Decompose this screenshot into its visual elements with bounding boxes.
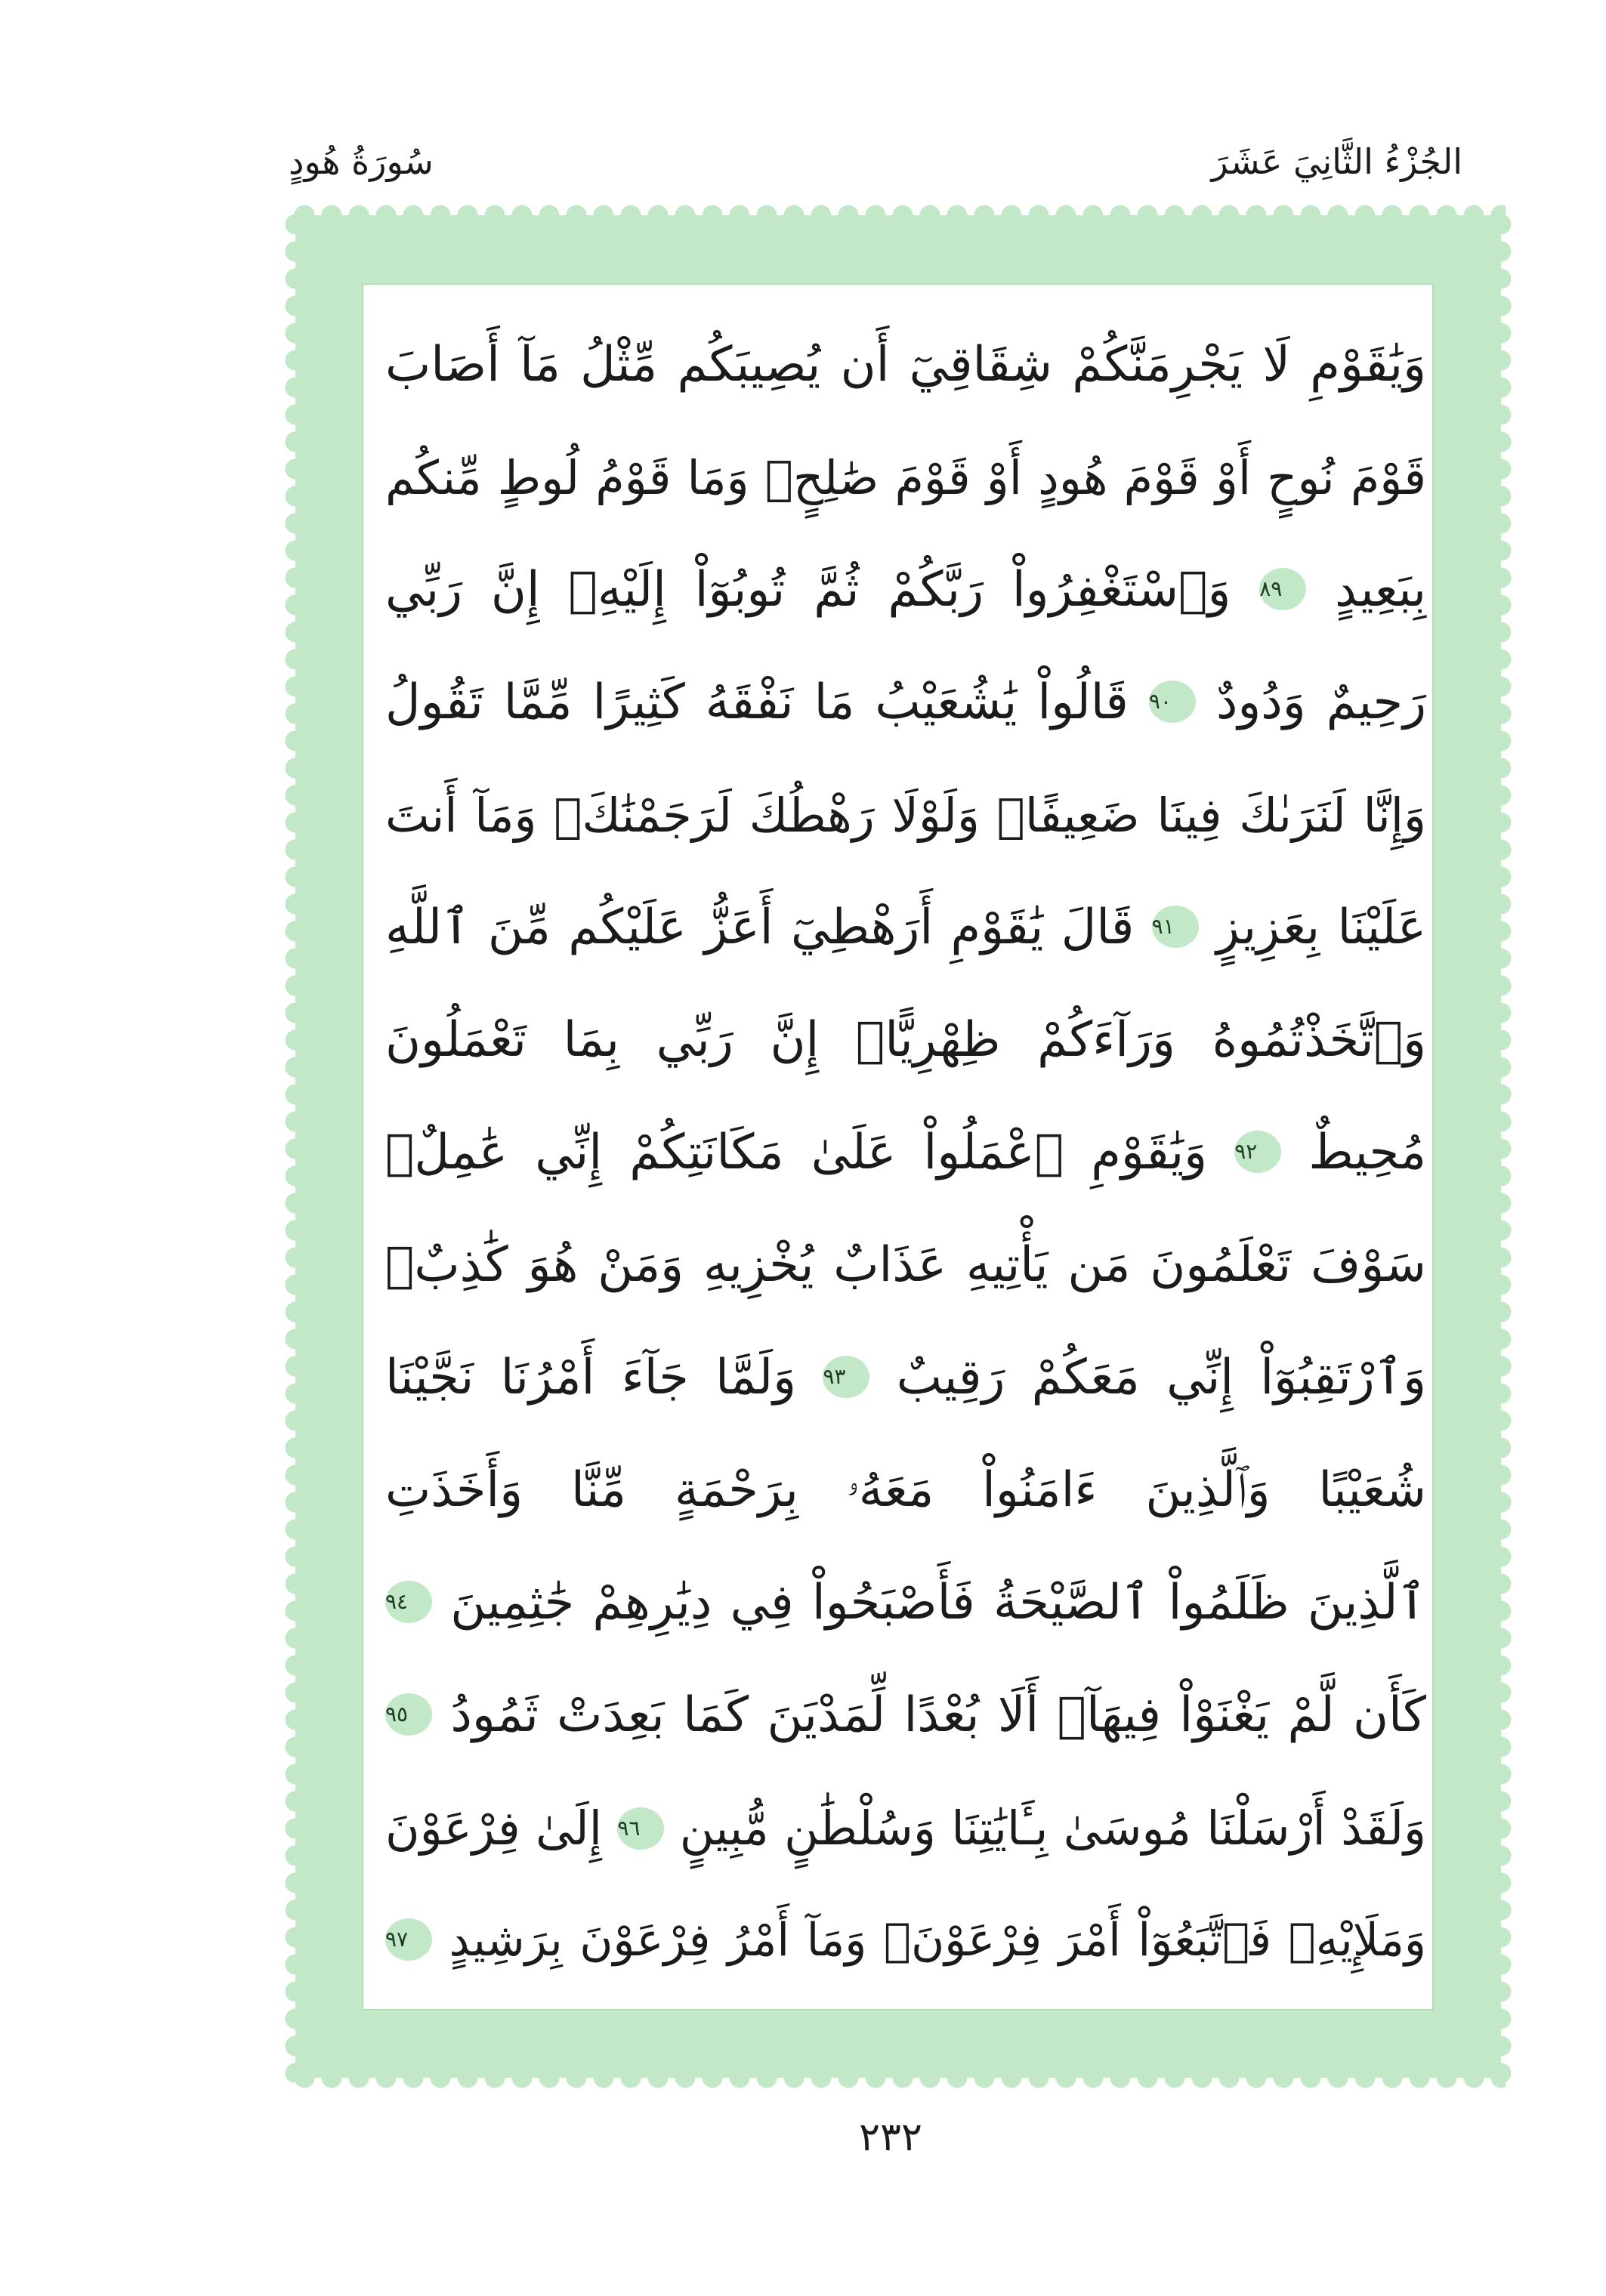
verse-text: وَلَمَّا جَآءَ أَمْرُنَا نَجَّيْنَا [385,1350,796,1406]
verse-text: رَحِيمٌ وَدُودٌ [1215,674,1427,730]
quran-line-13 [385,1659,1426,1772]
quran-line-4 [385,647,1426,759]
verse-text: وَإِنَّا لَنَرَىٰكَ فِينَا ضَعِيفًاۖ وَلَوْلَا رَهْطُكَ لَرَجَمْنَٰكَۖ وَمَآ أَنتَ [385,788,1426,843]
quran-line-6 [385,872,1426,984]
quran-line-5 [385,759,1426,872]
ayah-number: ٨٩ [1259,576,1283,602]
verse-text: شُعَيْبًا وَٱلَّذِينَ ءَامَنُواْ مَعَهُۥ بِرَحْمَةٍ مِّنَّا وَأَخَذَتِ [385,1462,1426,1518]
verse-text: إِلَىٰ فِرْعَوْنَ [385,1801,602,1856]
quran-line-12 [385,1547,1426,1659]
ayah-end-marker [385,1581,432,1623]
quran-text-block [385,309,1426,1997]
verse-text: وَٱتَّخَذْتُمُوهُ وَرَآءَكُمْ ظِهْرِيًّاۖ إِنَّ رَبِّي بِمَا تَعْمَلُونَ [385,1012,1426,1068]
verse-text: وَيَٰقَوْمِ لَا يَجْرِمَنَّكُمْ شِقَاقِيٓ أَن يُصِيبَكُم مِّثْلُ مَآ أَصَابَ [385,337,1426,393]
verse-text: وَمَلَإِيْهِۦ فَٱتَّبَعُوٓاْ أَمْرَ فِرْعَوْنَۖ وَمَآ أَمْرُ فِرْعَوْنَ بِرَشِيدٍ [449,1914,1426,1967]
ayah-number: ٩٠ [1148,689,1172,714]
ayah-number: ٩٤ [385,1589,409,1615]
ayah-end-marker [823,1356,869,1398]
quran-line-8 [385,1097,1426,1209]
quran-line-1 [385,309,1426,421]
verse-text: قَالَ يَٰقَوْمِ أَرَهْطِيٓ أَعَزُّ عَلَيْكُم مِّنَ ٱللَّهِ [385,900,1135,955]
ayah-number: ٩٦ [617,1815,641,1841]
ayah-number: ٩١ [1151,914,1175,940]
quran-line-10 [385,1322,1426,1434]
verse-text: وَٱرْتَقِبُوٓاْ إِنِّي مَعَكُمْ رَقِيبٌ [896,1350,1427,1406]
ayah-number: ٩٢ [1234,1139,1258,1165]
surah-title: سُورَةُ هُودٍ [289,141,434,182]
verse-text: وَيَٰقَوْمِ ٱعْمَلُواْ عَلَىٰ مَكَانَتِكُمْ إِنِّي عَٰمِلٌۖ [385,1125,1208,1180]
ayah-end-marker [1259,568,1306,610]
quran-line-14 [385,1772,1426,1884]
juz-title: الجُزْءُ الثَّانِيَ عَشَرَ [1211,141,1462,182]
quran-line-7 [385,984,1426,1097]
ayah-number: ٩٧ [385,1927,409,1952]
verse-text: كَأَن لَّمْ يَغْنَوْاْ فِيهَآۗ أَلَا بُعْدًا لِّمَدْيَنَ كَمَا بَعِدَتْ ثَمُودُ [450,1687,1427,1743]
ayah-end-marker [385,1693,432,1736]
verse-text: قَوْمَ نُوحٍ أَوْ قَوْمَ هُودٍ أَوْ قَوْمَ صَٰلِحٍۚ وَمَا قَوْمُ لُوطٍ مِّنكُم [385,450,1426,505]
page-number: ٢٣٢ [859,2115,922,2160]
quran-line-3 [385,534,1426,647]
quran-line-11 [385,1434,1426,1547]
ayah-number: ٩٥ [385,1702,409,1727]
quran-line-15 [385,1884,1426,1997]
ayah-end-marker [1152,906,1199,948]
verse-text: وَٱسْتَغْفِرُواْ رَبَّكُمْ ثُمَّ تُوبُوٓاْ إِلَيْهِۚ إِنَّ رَبِّي [385,562,1231,618]
ayah-end-marker [385,1918,432,1961]
quran-line-9 [385,1209,1426,1322]
verse-text: سَوْفَ تَعْلَمُونَ مَن يَأْتِيهِ عَذَابٌ يُخْزِيهِ وَمَنْ هُوَ كَٰذِبٌۖ [385,1237,1426,1293]
verse-text: ٱلَّذِينَ ظَلَمُواْ ٱلصَّيْحَةُ فَأَصْبَحُواْ فِي دِيَٰرِهِمْ جَٰثِمِينَ [450,1575,1426,1631]
ayah-number: ٩٣ [823,1364,846,1390]
verse-text: بِبَعِيدٍ [1335,562,1427,618]
verse-text: عَلَيْنَا بِعَزِيزٍ [1216,900,1427,955]
verse-text: وَلَقَدْ أَرْسَلْنَا مُوسَىٰ بِـَٔايَٰتِنَا وَسُلْطَٰنٍ مُّبِينٍ [679,1801,1427,1856]
quran-line-2 [385,421,1426,534]
ayah-end-marker [1234,1131,1281,1173]
verse-text: قَالُواْ يَٰشُعَيْبُ مَا نَفْقَهُ كَثِيرًا مِّمَّا تَقُولُ [385,674,1129,730]
ayah-end-marker [617,1807,664,1850]
ayah-end-marker [1149,680,1196,723]
verse-text: مُحِيطٌ [1308,1125,1427,1180]
